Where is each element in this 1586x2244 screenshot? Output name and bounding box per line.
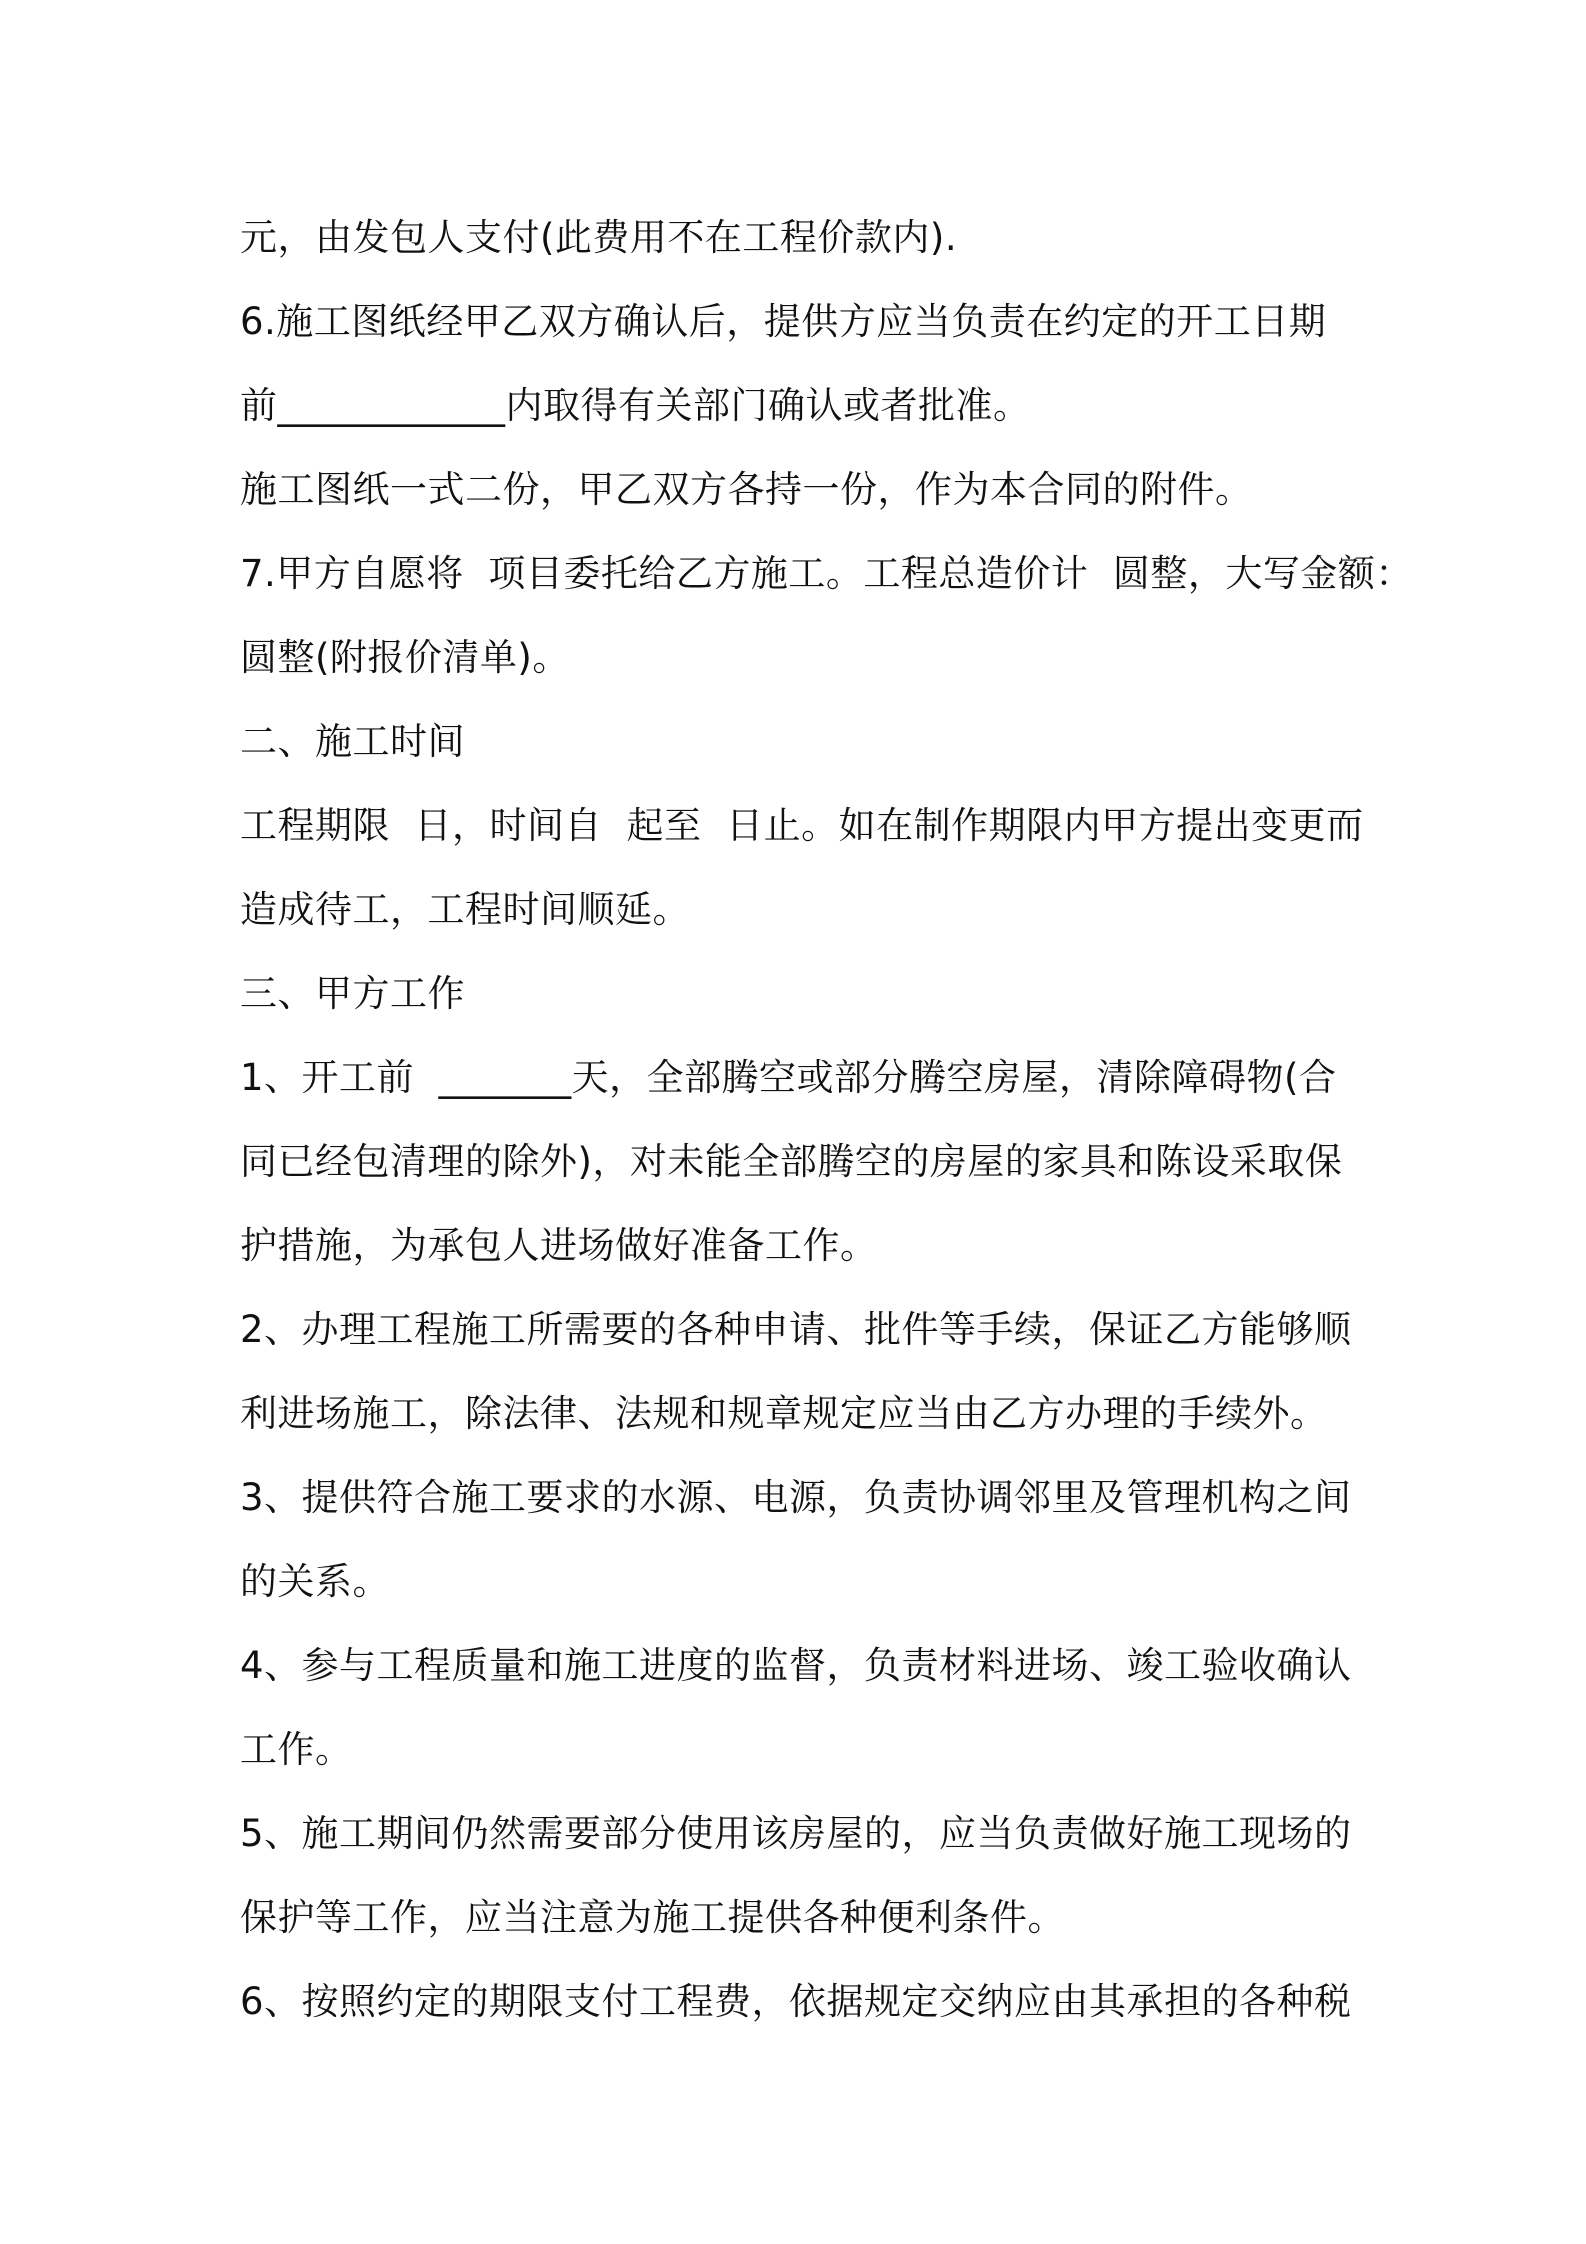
text-line: 5、施工期间仍然需要部分使用该房屋的，应当负责做好施工现场的 <box>240 1812 1352 1855</box>
document-body <box>240 196 1413 2044</box>
text-line: 圆整(附报价清单)。 <box>240 636 570 679</box>
text-line: 造成待工，工程时间顺延。 <box>240 888 690 931</box>
text-line: 6、按照约定的期限支付工程费，依据规定交纳应由其承担的各种税 <box>240 1980 1352 2023</box>
text-line: 元，由发包人支付(此费用不在工程价款内). <box>240 216 958 259</box>
text-line: 护措施，为承包人进场做好准备工作。 <box>240 1224 878 1267</box>
text-line: 7.甲方自愿将 项目委托给乙方施工。工程总造价计 圆整，大写金额： <box>240 552 1413 595</box>
text-line: 6.施工图纸经甲乙双方确认后，提供方应当负责在约定的开工日期 <box>240 300 1327 343</box>
text-line: 施工图纸一式二份，甲乙双方各持一份，作为本合同的附件。 <box>240 468 1253 511</box>
text-line: 工程期限 日，时间自 起至 日止。如在制作期限内甲方提出变更而 <box>240 804 1364 847</box>
text-line: 利进场施工，除法律、法规和规章规定应当由乙方办理的手续外。 <box>240 1392 1328 1435</box>
text-line: 保护等工作，应当注意为施工提供各种便利条件。 <box>240 1896 1065 1939</box>
section-heading: 二、施工时间 <box>240 720 465 763</box>
text-line: 工作。 <box>240 1728 353 1771</box>
text-line: 前____________内取得有关部门确认或者批准。 <box>240 384 1031 427</box>
text-line: 1、开工前 _______天，全部腾空或部分腾空房屋，清除障碍物(合 <box>240 1056 1337 1099</box>
section-heading: 三、甲方工作 <box>240 972 465 1015</box>
text-line: 的关系。 <box>240 1560 390 1603</box>
text-line: 3、提供符合施工要求的水源、电源，负责协调邻里及管理机构之间 <box>240 1476 1352 1519</box>
text-line: 同已经包清理的除外)，对未能全部腾空的房屋的家具和陈设采取保 <box>240 1140 1343 1183</box>
text-line: 2、办理工程施工所需要的各种申请、批件等手续，保证乙方能够顺 <box>240 1308 1352 1351</box>
text-line: 4、参与工程质量和施工进度的监督，负责材料进场、竣工验收确认 <box>240 1644 1352 1687</box>
